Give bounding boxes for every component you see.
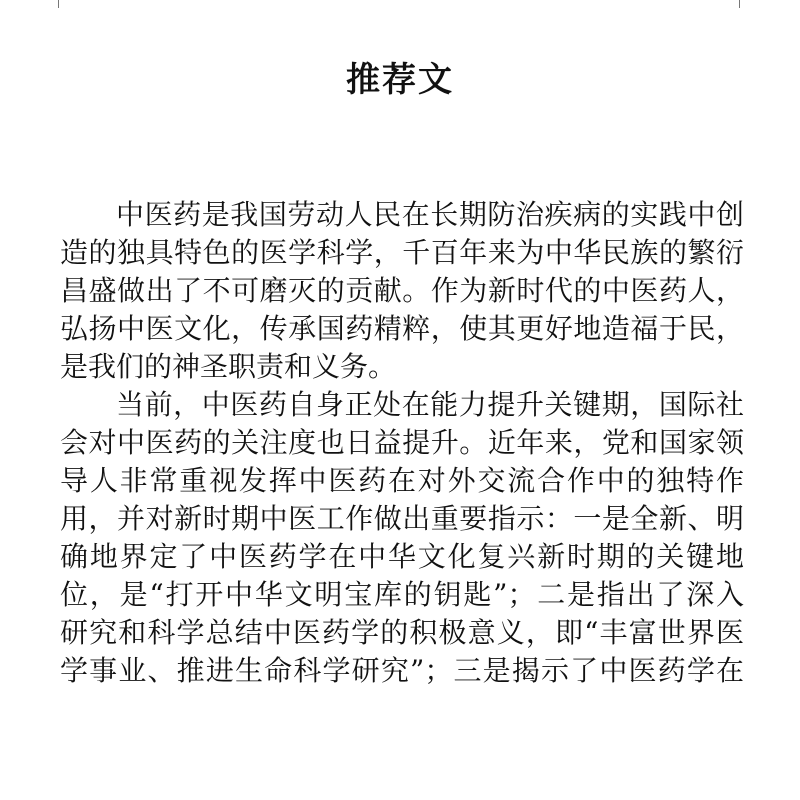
crop-mark-right [739,0,740,8]
text-line: 当前，中医药自身正处在能力提升关键期，国际社 [116,388,744,421]
text-line: 位，是“打开中华文明宝库的钥匙”；二是指出了深入 [60,578,744,611]
text-line: 会对中医药的关注度也日益提升。近年来，党和国家领 [60,426,744,459]
text-line: 确地界定了中医药学在中华文化复兴新时期的关键地 [60,540,744,573]
crop-mark-left [58,0,59,8]
text-line: 研究和科学总结中医药学的积极意义，即“丰富世界医 [60,616,744,649]
paragraph-1 [60,196,744,386]
text-line: 昌盛做出了不可磨灭的贡献。作为新时代的中医药人， [60,274,744,307]
text-line: 中医药是我国劳动人民在长期防治疾病的实践中创 [116,198,744,231]
text-line: 弘扬中医文化，传承国药精粹，使其更好地造福于民， [60,312,744,345]
text-line: 用，并对新时期中医工作做出重要指示：一是全新、明 [60,502,744,535]
text-line: 学事业、推进生命科学研究”；三是揭示了中医药学在 [60,654,744,687]
paragraph-2 [60,386,744,690]
page-title: 推荐文 [346,60,454,100]
text-line: 导人非常重视发挥中医药在对外交流合作中的独特作 [60,464,744,497]
text-line: 造的独具特色的医学科学，千百年来为中华民族的繁衍 [60,236,744,269]
text-line: 是我们的神圣职责和义务。 [60,350,397,383]
body-text [60,196,744,690]
